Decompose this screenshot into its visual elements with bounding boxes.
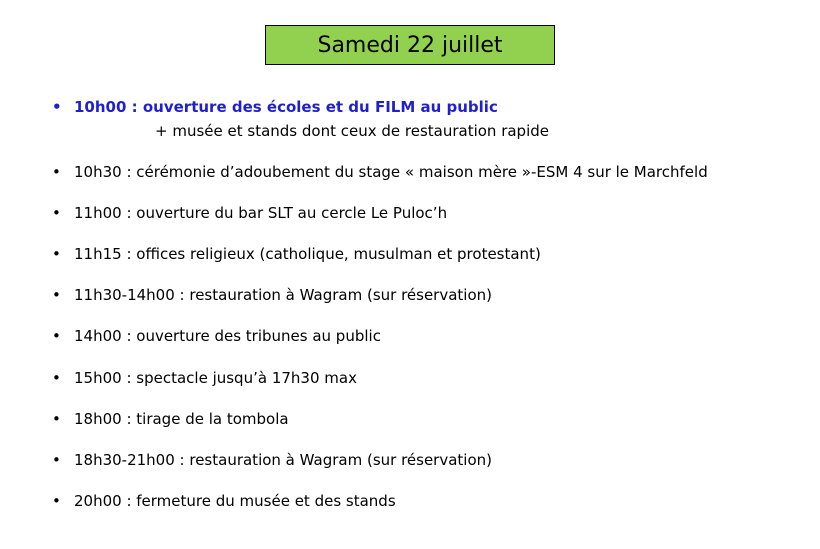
- bullet-icon: •: [52, 410, 61, 428]
- bullet-icon: •: [52, 204, 61, 222]
- schedule-sub-text: + musée et stands dont ceux de restauration rapide: [155, 122, 549, 140]
- schedule-item-text: 18h30-21h00 : restauration à Wagram (sur réservation): [74, 451, 493, 469]
- schedule-item: [52, 491, 396, 511]
- bullet-icon: •: [52, 98, 62, 116]
- schedule-item-text: 11h00 : ouverture du bar SLT au cercle Le Puloc’h: [74, 204, 448, 222]
- bullet-icon: •: [52, 163, 61, 181]
- schedule-item: [52, 368, 357, 388]
- schedule-item-text: 11h15 : offices religieux (catholique, musulman et protestant): [74, 245, 541, 263]
- bullet-icon: •: [52, 245, 61, 263]
- schedule-item-text: 11h30-14h00 : restauration à Wagram (sur réservation): [74, 286, 493, 304]
- schedule-item: [52, 450, 492, 470]
- schedule-item: [52, 244, 541, 264]
- schedule-item-text: 20h00 : fermeture du musée et des stands: [74, 492, 396, 510]
- schedule-item-highlight: [52, 97, 498, 117]
- bullet-icon: •: [52, 492, 61, 510]
- schedule-item: [52, 409, 289, 429]
- schedule-item-text: 15h00 : spectacle jusqu’à 17h30 max: [74, 369, 357, 387]
- bullet-icon: •: [52, 327, 61, 345]
- schedule-item-text: 10h00 : ouverture des écoles et du FILM au public: [74, 98, 498, 116]
- schedule-item: [52, 285, 492, 305]
- bullet-icon: •: [52, 286, 61, 304]
- bullet-icon: •: [52, 369, 61, 387]
- schedule-item-text: 10h30 : cérémonie d’adoubement du stage « maison mère »-ESM 4 sur le Marchfeld: [74, 163, 708, 181]
- schedule-sub-line: [155, 121, 549, 141]
- schedule-item: [52, 326, 381, 346]
- schedule-item: [52, 162, 708, 182]
- schedule-item-text: 18h00 : tirage de la tombola: [74, 410, 289, 428]
- bullet-icon: •: [52, 451, 61, 469]
- schedule-item-text: 14h00 : ouverture des tribunes au public: [74, 327, 381, 345]
- schedule-item: [52, 203, 447, 223]
- page-title-text: Samedi 22 juillet: [317, 32, 503, 58]
